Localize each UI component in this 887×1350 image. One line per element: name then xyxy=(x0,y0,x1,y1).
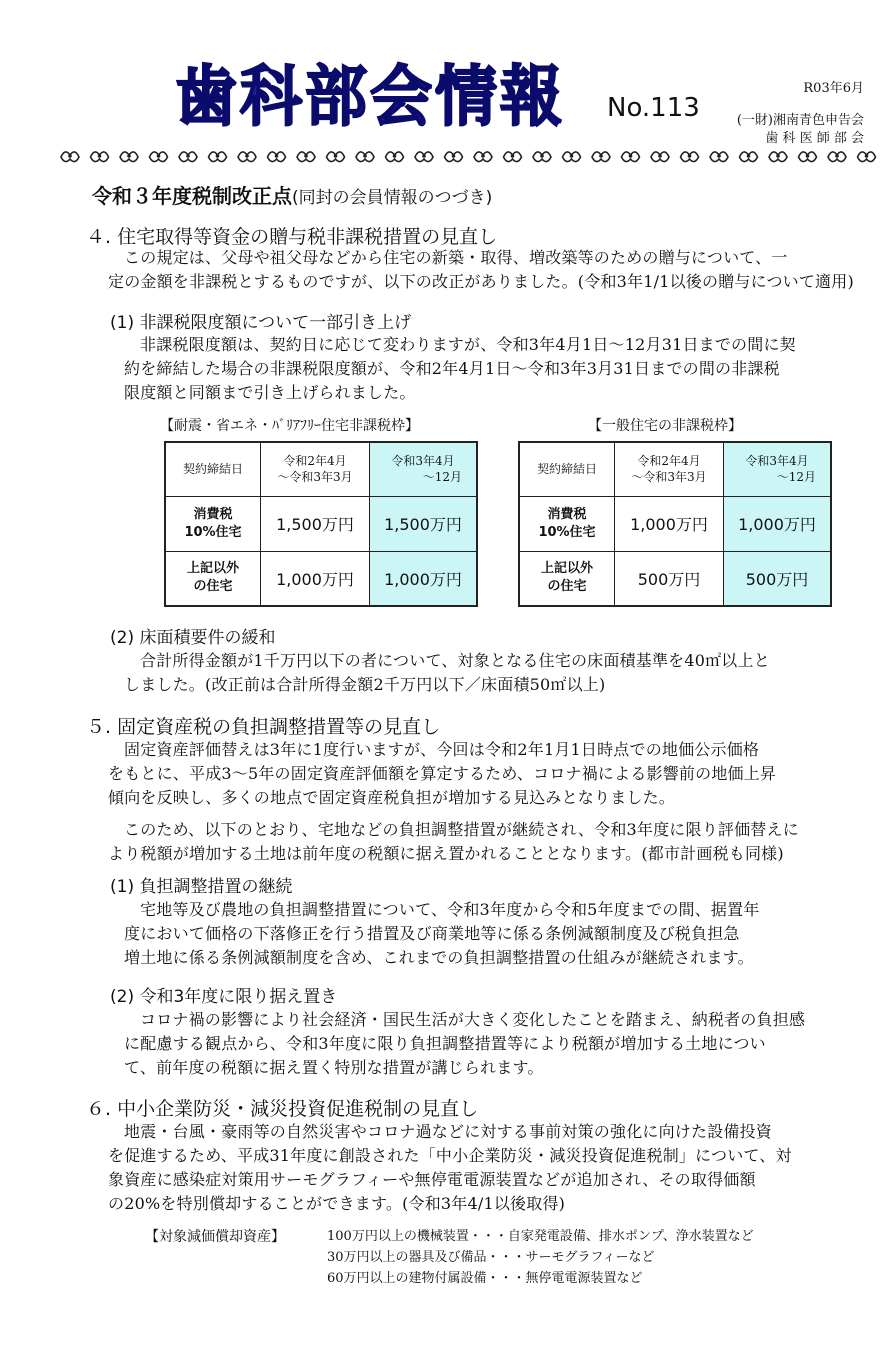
section5-sub1-line2: 度において価格の下落修正を行う措置及び商業地等に係る条例減額制度及び税負担急 xyxy=(124,924,740,943)
section4-sub2-text xyxy=(124,649,874,697)
table1-row1-label-line2: 10%住宅 xyxy=(184,524,242,540)
section4-sub2-heading: (2) 床面積要件の緩和 xyxy=(110,628,276,648)
section4-sub1-text xyxy=(124,333,874,405)
header-meta xyxy=(737,80,864,148)
table2-period1-header xyxy=(615,442,724,496)
section5-para1-line3: 傾向を反映し、多くの地点で固定資産税負担が増加する見込みとなりました。 xyxy=(108,788,676,807)
table2-row1-label xyxy=(519,496,615,551)
table2-row2-label xyxy=(519,551,615,606)
section5-heading: ５. 固定資産税の負担調整措置等の見直し xyxy=(86,716,441,738)
section6-para-line3: 象資産に感染症対策用サーモグラフィーや無停電電源装置などが追加され、その取得価額 xyxy=(108,1170,756,1189)
section5-para2 xyxy=(108,818,878,866)
table2-period1-line1: 令和2年4月 xyxy=(637,454,701,469)
section4-intro-line2: 定の金額を非課税とするものですが、以下の改正がありました。(令和3年1/1以後の贈与について適用) xyxy=(108,272,854,291)
table2-row2-label-line1: 上記以外 xyxy=(540,561,593,577)
table1 xyxy=(164,441,478,607)
issue-number: No.113 xyxy=(607,93,700,123)
section5-sub1-line1: 宅地等及び農地の負担調整措置について、令和3年度から令和5年度までの間、据置年 xyxy=(140,900,760,919)
section5-sub2-line3: て、前年度の税額に据え置く特別な措置が講じられます。 xyxy=(124,1058,544,1077)
table1-period2-line2: ～12月 xyxy=(422,470,462,485)
section5-sub2-heading: (2) 令和3年度に限り据え置き xyxy=(110,987,338,1007)
publisher-name: (一財)湘南青色申告会 xyxy=(736,113,864,128)
table2-period2-line2: ～12月 xyxy=(776,470,816,485)
section5-sub1-heading: (1) 負担調整措置の継続 xyxy=(110,877,293,897)
table1-col-header: 契約締結日 xyxy=(165,442,261,496)
section4-sub1-heading: (1) 非課税限度額について一部引き上げ xyxy=(110,313,412,333)
publisher-division: 歯 科 医 師 部 会 xyxy=(765,131,864,146)
section6-heading: ６. 中小企業防災・減災投資促進税制の見直し xyxy=(86,1098,479,1120)
issue-date: R03年6月 xyxy=(803,81,864,96)
table2-period1-line2: ～令和3年3月 xyxy=(631,470,707,485)
table2 xyxy=(518,441,832,607)
table2-col-header: 契約締結日 xyxy=(519,442,615,496)
table2-row2-value2: 500万円 xyxy=(724,551,832,606)
section6-para-line1: 地震・台風・豪雨等の自然災害やコロナ過などに対する事前対策の強化に向けた設備投資 xyxy=(124,1122,773,1141)
table2-row1-label-line1: 消費税 xyxy=(547,506,587,522)
assets-list xyxy=(327,1226,754,1289)
table2-row2-value1: 500万円 xyxy=(615,551,724,606)
table2-period2-line1: 令和3年4月 xyxy=(745,454,809,469)
table1-row2-value2: 1,000万円 xyxy=(370,551,478,606)
section5-sub1-text xyxy=(124,898,874,970)
table1-row1-value2: 1,500万円 xyxy=(370,496,478,551)
assets-item: 30万円以上の器具及び備品・・・サーモグラフィーなど xyxy=(327,1250,655,1265)
table2-row1-value1: 1,000万円 xyxy=(615,496,724,551)
section6-para xyxy=(108,1120,878,1216)
section6-para-line2: を促進するため、平成31年度に創設された「中小企業防災・減災投資促進税制」について、対 xyxy=(108,1146,792,1165)
table2-caption: 【一般住宅の非課税枠】 xyxy=(588,418,742,434)
table1-row1-label-line1: 消費税 xyxy=(193,506,233,522)
section4-intro-line1: この規定は、父母や祖父母などから住宅の新築・取得、増改築等のための贈与について、一 xyxy=(124,248,788,267)
table1-row1-value1: 1,500万円 xyxy=(261,496,370,551)
ornament-divider xyxy=(60,145,886,167)
section5-para2-line1: このため、以下のとおり、宅地などの負担調整措置が継続され、令和3年度に限り評価替えに xyxy=(124,820,799,839)
table2-row1-label-line2: 10%住宅 xyxy=(538,524,596,540)
table1-period1-line1: 令和2年4月 xyxy=(283,454,347,469)
table1-caption: 【耐震・省エネ・ﾊﾞﾘｱﾌﾘｰ住宅非課税枠】 xyxy=(160,418,419,434)
table2-row2-label-line2: の住宅 xyxy=(547,579,587,595)
section5-sub2-line1: コロナ禍の影響により社会経済・国民生活が大きく変化したことを踏まえ、納税者の負担感 xyxy=(140,1010,806,1029)
section4-sub2-line2: しました。(改正前は合計所得金額2千万円以下／床面積50㎡以上) xyxy=(124,675,606,694)
section4-sub1-line2: 約を締結した場合の非課税限度額が、令和2年4月1日～令和3年3月31日までの間の非課税 xyxy=(124,359,780,378)
table1-row2-label-line1: 上記以外 xyxy=(186,561,239,577)
section5-para2-line2: より税額が増加する土地は前年度の税額に据え置かれることとなります。(都市計画税も同様) xyxy=(108,844,784,863)
section4-sub2-line1: 合計所得金額が1千万円以下の者について、対象となる住宅の床面積基準を40㎡以上と xyxy=(140,651,770,670)
table1-row2-value1: 1,000万円 xyxy=(261,551,370,606)
table1-row2-label-line2: の住宅 xyxy=(193,579,233,595)
section4-heading: ４. 住宅取得等資金の贈与税非課税措置の見直し xyxy=(86,226,498,248)
table2-row1-value2: 1,000万円 xyxy=(724,496,832,551)
table1-row2-label xyxy=(165,551,261,606)
section6-para-line4: の20%を特別償却することができます。(令和3年4/1以後取得) xyxy=(108,1194,566,1213)
masthead-title: 歯科部会情報 xyxy=(175,58,566,135)
subtitle-main: 令和３年度税制改正点 xyxy=(92,184,292,208)
table1-row1-label xyxy=(165,496,261,551)
section5-para1 xyxy=(108,738,878,810)
table2-period2-header xyxy=(724,442,832,496)
section5-para1-line2: をもとに、平成3～5年の固定資産評価額を算定するため、コロナ禍による影響前の地価上昇 xyxy=(108,764,777,783)
subtitle-note: (同封の会員情報のつづき) xyxy=(292,188,493,208)
table1-period2-line1: 令和3年4月 xyxy=(391,454,455,469)
section5-sub2-text xyxy=(124,1008,874,1080)
section4-sub1-line3: 限度額と同額まで引き上げられました。 xyxy=(124,383,416,402)
section4-sub1-line1: 非課税限度額は、契約日に応じて変わりますが、令和3年4月1日～12月31日までの間に契 xyxy=(140,335,796,354)
section5-para1-line1: 固定資産評価替えは3年に1度行いますが、今回は令和2年1月1日時点での地価公示価格 xyxy=(124,740,760,759)
section4-intro xyxy=(108,246,878,294)
assets-label: 【対象減価償却資産】 xyxy=(145,1229,285,1245)
table1-period2-header xyxy=(370,442,478,496)
section5-sub2-line2: に配慮する観点から、令和3年度に限り負担調整措置等により税額が増加する土地につい xyxy=(124,1034,766,1053)
table1-period1-header xyxy=(261,442,370,496)
table1-period1-line2: ～令和3年3月 xyxy=(277,470,353,485)
assets-item: 60万円以上の建物付属設備・・・無停電電源装置など xyxy=(327,1271,643,1286)
section5-sub1-line3: 増土地に係る条例減額制度を含め、これまでの負担調整措置の仕組みが継続されます。 xyxy=(124,948,754,967)
page-subtitle xyxy=(92,180,492,209)
assets-item: 100万円以上の機械装置・・・自家発電設備、排水ポンプ、浄水装置など xyxy=(327,1229,754,1244)
